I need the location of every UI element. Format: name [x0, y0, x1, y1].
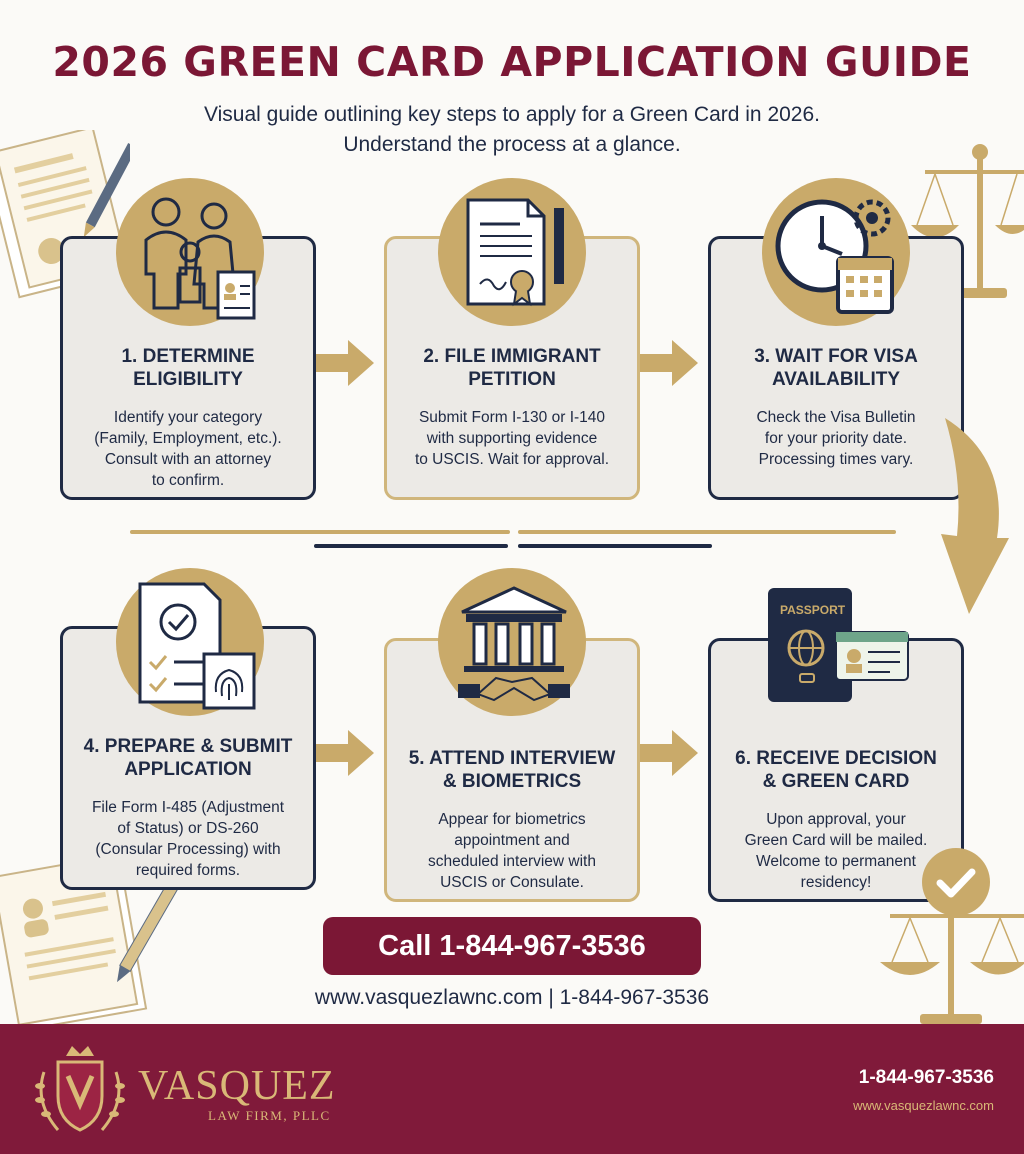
step-1-description: Identify your category (Family, Employment, etc.). Consult with an attorney to confirm. — [94, 409, 282, 489]
step-2-title: 2. FILE IMMIGRANT PETITION — [423, 346, 601, 390]
arrow-right-icon — [640, 730, 700, 776]
document-pen-icon — [460, 194, 576, 310]
step-3-title: 3. WAIT FOR VISA AVAILABILITY — [754, 346, 918, 390]
passport-card-icon — [766, 582, 910, 702]
arrow-right-icon — [316, 730, 376, 776]
brand-name: VASQUEZ — [138, 1063, 336, 1109]
step-4-description: File Form I-485 (Adjustment of Status) or DS-260 (Consular Processing) with required forms. — [91, 799, 285, 879]
arrow-right-icon — [316, 340, 376, 386]
step-2-description: Submit Form I-130 or I-140 with supporting evidence to USCIS. Wait for approval. — [414, 409, 610, 468]
step-4-title: 4. PREPARE & SUBMIT APPLICATION — [83, 736, 293, 780]
step-6-title: 6. RECEIVE DECISION & GREEN CARD — [735, 748, 937, 792]
step-1-title: 1. DETERMINE ELIGIBILITY — [121, 346, 255, 390]
checklist-fingerprint-icon — [134, 578, 264, 714]
footer-phone[interactable]: 1-844-967-3536 — [858, 1067, 994, 1088]
divider-navy-left — [314, 544, 508, 548]
passport-label: PASSPORT — [780, 603, 846, 617]
divider-gold-left — [130, 530, 510, 534]
step-3-description: Check the Visa Bulletin for your priority date. Processing times vary. — [756, 409, 916, 468]
page-subtitle — [0, 100, 1024, 160]
step-5-title: 5. ATTEND INTERVIEW & BIOMETRICS — [408, 748, 616, 792]
firm-crest-logo-icon — [28, 1042, 132, 1142]
subtitle-line-2: Understand the process at a glance. — [343, 133, 681, 156]
footer-website-link[interactable]: www.vasquezlawnc.com — [853, 1098, 994, 1113]
call-button[interactable]: Call 1-844-967-3536 — [323, 917, 701, 975]
page-title: 2026 GREEN CARD APPLICATION GUIDE — [52, 38, 972, 86]
curved-arrow-down-icon — [905, 418, 1015, 628]
subtitle-line-1: Visual guide outlining key steps to apply for a Green Card in 2026. — [204, 103, 820, 126]
contact-line: www.vasquezlawnc.com | 1-844-967-3536 — [314, 986, 710, 1009]
courthouse-handshake-icon — [454, 584, 574, 704]
clock-calendar-icon — [772, 188, 902, 318]
arrow-right-icon — [640, 340, 700, 386]
divider-gold-right — [518, 530, 896, 534]
step-6-description: Upon approval, your Green Card will be mailed. Welcome to permanent residency! — [744, 811, 928, 891]
check-circle-icon — [920, 846, 992, 918]
family-icon — [128, 190, 264, 330]
divider-navy-right — [518, 544, 712, 548]
step-5-description: Appear for biometrics appointment and scheduled interview with USCIS or Consulate. — [427, 811, 596, 891]
brand-subtitle: LAW FIRM, PLLC — [208, 1108, 331, 1123]
